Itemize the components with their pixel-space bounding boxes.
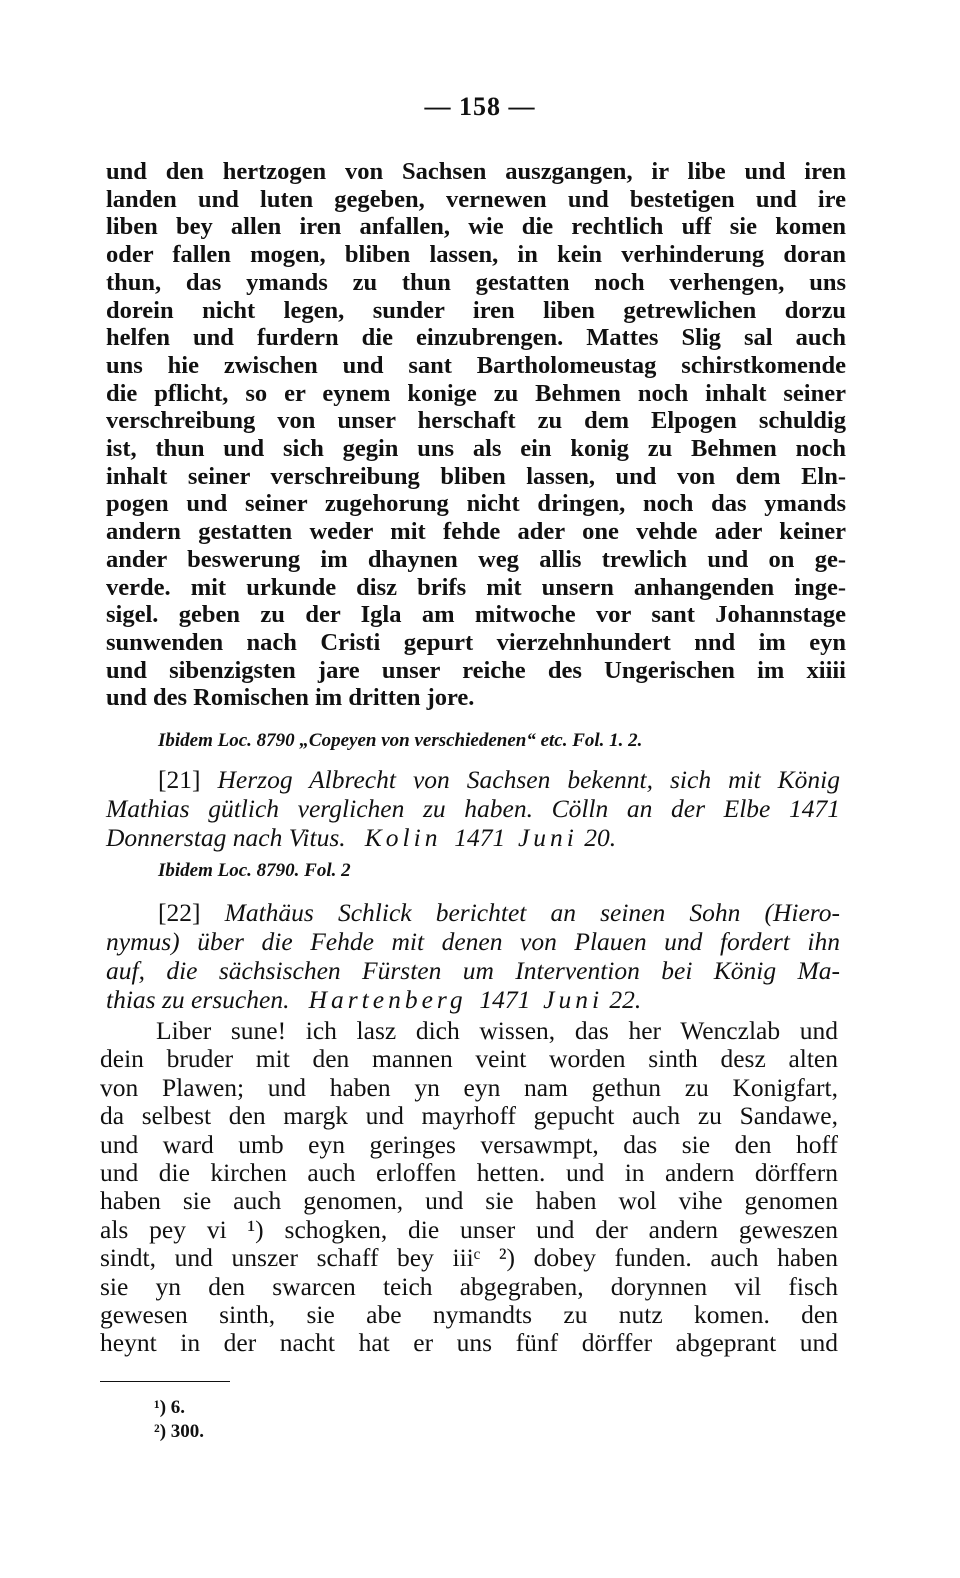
- text-line: uns hie zwischen und sant Bartholomeustag schirstkomende: [106, 351, 846, 379]
- text-line: helfen und furdern die einzubrengen. Mattes Slig sal auch: [106, 324, 846, 352]
- footnote: ¹) 6.: [154, 1397, 186, 1418]
- heading-text: thias zu ersuchen.: [106, 985, 290, 1014]
- entry-number: [22]: [158, 898, 201, 927]
- heading-line: [106, 765, 840, 794]
- heading-line: [106, 985, 840, 1014]
- date-day: 20.: [584, 823, 617, 852]
- text-line: heynt in der nacht hat er uns fünf dörffer abgeprant und: [100, 1328, 838, 1358]
- footnote: ²) 300.: [154, 1421, 205, 1442]
- date-month: Juni: [543, 985, 604, 1014]
- text-line: pogen und seiner zugehorung nicht dringen, noch das ymands: [106, 490, 846, 518]
- text-line: und die kirchen auch erloffen hetten. und in andern dörffern: [100, 1158, 838, 1188]
- letter-paragraph: [100, 1017, 838, 1358]
- place-name: Hartenberg: [308, 985, 467, 1014]
- text-line: und sibenzigsten jare unser reiche des Ungerischen im xiiii: [106, 656, 846, 684]
- text-line: gewesen sinth, sie abe nymandts zu nutz komen. den: [100, 1300, 838, 1330]
- text-line: inhalt seiner verschreibung bliben lassen, und von dem Eln-: [106, 462, 846, 490]
- text-line: landen und luten gegeben, vernewen und bestetigen und ire: [106, 185, 846, 213]
- entry-number: [21]: [158, 765, 201, 794]
- text-line: andern gestatten weder mit fehde ader one vehde ader keiner: [106, 518, 846, 546]
- heading-line: Mathias gütlich verglichen zu haben. Cölln an der Elbe 1471: [106, 794, 840, 823]
- footnote-divider: [100, 1381, 230, 1382]
- heading-text: Herzog Albrecht von Sachsen bekennt, sich mit König: [217, 765, 840, 794]
- place-name: Kolin: [364, 823, 442, 852]
- charter-paragraph: [106, 158, 846, 712]
- text-line: ist, thun und sich gegin uns als ein konig zu Behmen noch: [106, 435, 846, 463]
- heading-text: Mathäus Schlick berichtet an seinen Sohn (Hiero-: [224, 898, 840, 927]
- text-line: sindt, und unszer schaff bey iiiᶜ ²) dobey funden. auch haben: [100, 1243, 838, 1273]
- date-day: 22.: [609, 985, 642, 1014]
- text-line: haben sie auch genomen, und sie haben wol vihe genomen: [100, 1186, 838, 1216]
- text-line: verde. mit urkunde disz brifs mit unsern anhangenden inge-: [106, 573, 846, 601]
- text-line: und den hertzogen von Sachsen auszgangen, ir libe und iren: [106, 158, 846, 185]
- text-line: dein bruder mit den mannen veint worden sinth desz alten: [100, 1044, 838, 1074]
- date-year: 1471: [454, 823, 506, 852]
- text-line: und des Romischen im dritten jore.: [106, 684, 475, 712]
- text-line: ander beswerung im dhaynen weg allis trewlich und on ge-: [106, 545, 846, 573]
- entry-heading-21: [106, 765, 840, 852]
- heading-line: auf, die sächsischen Fürsten um Intervention bei König Ma-: [106, 956, 840, 985]
- text-line: von Plawen; und haben yn eyn nam gethun zu Konigfart,: [100, 1072, 838, 1102]
- text-line: oder fallen mogen, bliben lassen, in kein verhinderung doran: [106, 241, 846, 269]
- date-month: Juni: [517, 823, 578, 852]
- text-line: als pey vi ¹) schogken, die unser und der andern geweszen: [100, 1214, 838, 1244]
- text-line: verschreibung von unser herschaft zu dem Elpogen schuldig: [106, 407, 846, 435]
- heading-text: Donnerstag nach Vitus.: [106, 823, 346, 852]
- text-line: liben bey allen iren anfallen, wie die rechtlich uff sie komen: [106, 213, 846, 241]
- heading-line: [106, 823, 840, 852]
- text-line: und ward umb eyn geringes versawmpt, das sie den hoff: [100, 1129, 838, 1159]
- entry-heading-22: [106, 898, 840, 1014]
- heading-line: [106, 898, 840, 927]
- text-line: thun, das ymands zu thun gestatten noch verhengen, uns: [106, 268, 846, 296]
- heading-line: nymus) über die Fehde mit denen von Plauen und fordert ihn: [106, 927, 840, 956]
- text-line: die pflicht, so er eynem konige zu Behmen noch inhalt seiner: [106, 379, 846, 407]
- text-line: sunwenden nach Cristi gepurt vierzehnhundert nnd im eyn: [106, 628, 846, 656]
- date-year: 1471: [479, 985, 531, 1014]
- source-citation: Ibidem Loc. 8790. Fol. 2: [158, 860, 351, 881]
- text-line: da selbest den margk und mayrhoff gepucht auch zu Sandawe,: [100, 1101, 838, 1131]
- text-line: dorein nicht legen, sunder iren liben getrewlichen dorzu: [106, 296, 846, 324]
- source-citation: Ibidem Loc. 8790 „Copeyen von verschiedenen“ etc. Fol. 1. 2.: [158, 730, 643, 751]
- text-line: sie yn den swarcen teich abgegraben, dorynnen vil fisch: [100, 1271, 838, 1301]
- page-number: — 158 —: [424, 92, 536, 121]
- text-line: Liber sune! ich lasz dich wissen, das her Wenczlab und: [156, 1016, 838, 1045]
- text-line: sigel. geben zu der Igla am mitwoche vor sant Johannstage: [106, 601, 846, 629]
